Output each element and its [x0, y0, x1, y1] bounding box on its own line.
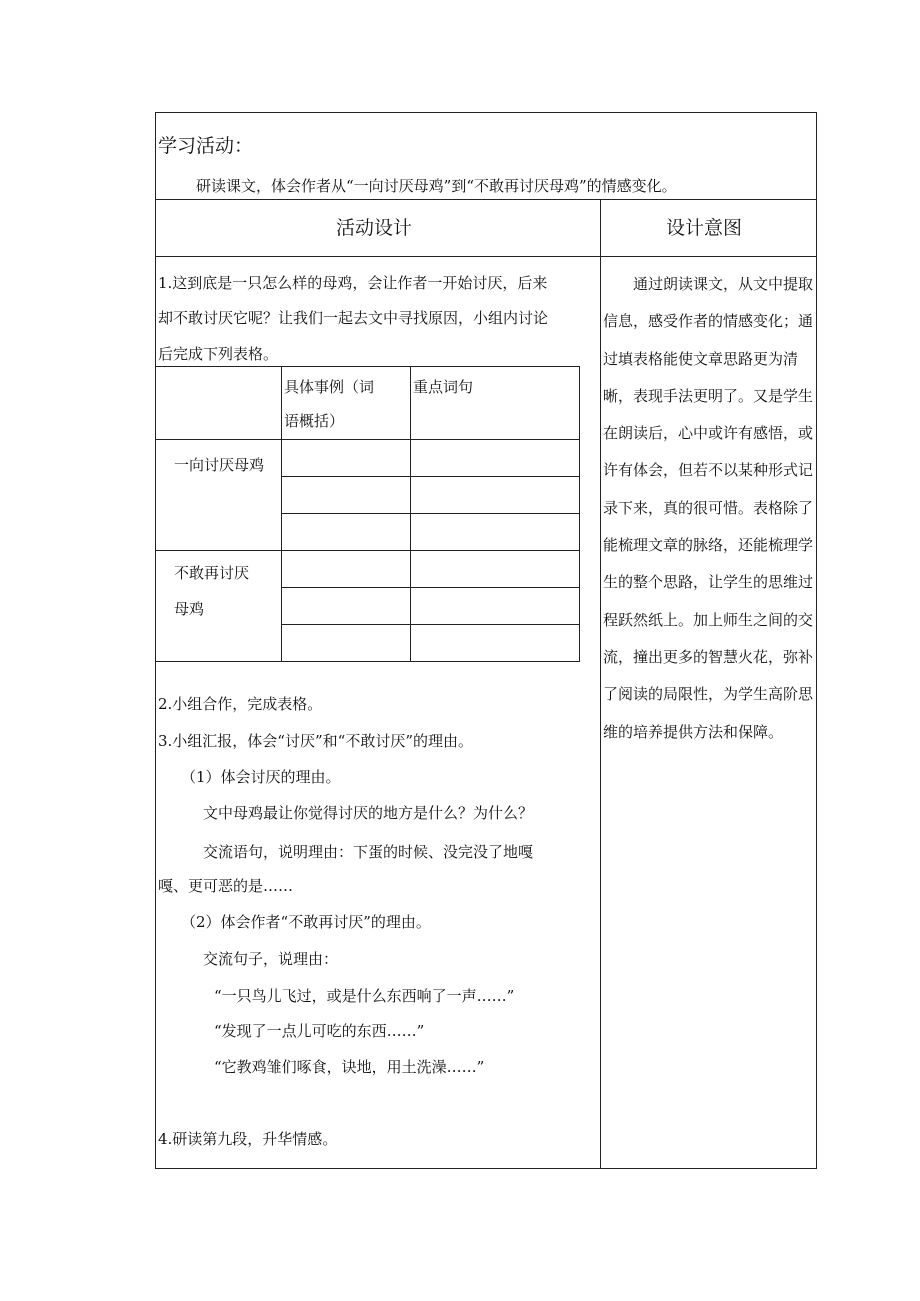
section-subtitle: 研读课文，体会作者从“一向讨厌母鸡”到“不敢再讨厌母鸡”的情感变化。 — [196, 177, 677, 195]
column-divider — [600, 199, 601, 1169]
step-4: 4.研读第九段，升华情感。 — [158, 1130, 338, 1148]
column-header-intent: 设计意图 — [666, 217, 743, 239]
step-3-2-answer: 交流句子，说理由： — [203, 950, 339, 968]
step-3-1: （1）体会讨厌的理由。 — [181, 768, 341, 786]
step-2: 2.小组合作，完成表格。 — [158, 695, 323, 713]
section-title: 学习活动： — [158, 135, 254, 157]
step-3-2: （2）体会作者“不敢再讨厌”的理由。 — [181, 913, 431, 931]
step-3: 3.小组汇报，体会“讨厌”和“不敢讨厌”的理由。 — [158, 732, 473, 750]
inner-col-divider-2 — [410, 366, 411, 662]
inner-subrow-divider — [281, 587, 580, 588]
inner-subrow-divider — [281, 513, 580, 514]
column-header-divider — [155, 256, 817, 257]
quote-3: “它教鸡雏们啄食，诀地，用土洗澡……” — [214, 1058, 485, 1076]
inner-row-divider — [155, 439, 580, 440]
inner-row-divider — [155, 550, 580, 551]
header-divider — [155, 199, 817, 200]
activity1-line2: 却不敢讨厌它呢？让我们一起去文中寻找原因，小组内讨论 — [158, 309, 549, 327]
inner-header-examples-2: 语概括） — [284, 412, 345, 430]
inner-subrow-divider — [281, 476, 580, 477]
activity1-line1: 1.这到底是一只怎么样的母鸡，会让作者一开始讨厌，后来 — [158, 274, 548, 292]
design-intent — [603, 266, 815, 751]
column-header-activity: 活动设计 — [336, 217, 413, 239]
emotion-table — [155, 366, 580, 662]
step-3-1-answer-1: 交流语句，说明理由：下蛋的时候、没完没了地嘎 — [203, 843, 534, 861]
design-intent-text: 通过朗读课文，从文中提取信息，感受作者的情感变化；通过填表格能使文章思路更为清晰，表现手法更明了。又是学生在朗读后，心中或许有感悟，或许有体会，但若不以某种形式记录下来，真的很可惜。表格除了能梳理文章的脉络，还能梳理学生的整个思路，让学生的思维过程跃然纸上。加上师生之间的交流，撞出更多的智慧火花，弥补了阅读的局限性，为学生高阶思维的培养提供方法和保障。 — [603, 275, 814, 741]
inner-col-divider-1 — [281, 366, 282, 662]
step-3-1-question: 文中母鸡最让你觉得讨厌的地方是什么？为什么？ — [203, 804, 534, 822]
activity1-line3: 后完成下列表格。 — [158, 345, 279, 363]
inner-header-keywords: 重点词句 — [413, 378, 474, 396]
step-3-1-answer-2: 嘎、更可恶的是…… — [158, 877, 294, 895]
quote-1: “一只鸟儿飞过，或是什么东西响了一声……” — [214, 987, 515, 1005]
inner-header-examples-1: 具体事例（词 — [284, 378, 375, 396]
inner-subrow-divider — [281, 624, 580, 625]
inner-row-label-dislike: 一向讨厌母鸡 — [174, 456, 265, 474]
inner-row-label-no-dislike-1: 不敢再讨厌 — [174, 564, 250, 582]
quote-2: “发现了一点儿可吃的东西……” — [214, 1022, 425, 1040]
inner-row-label-no-dislike-2: 母鸡 — [174, 600, 205, 618]
